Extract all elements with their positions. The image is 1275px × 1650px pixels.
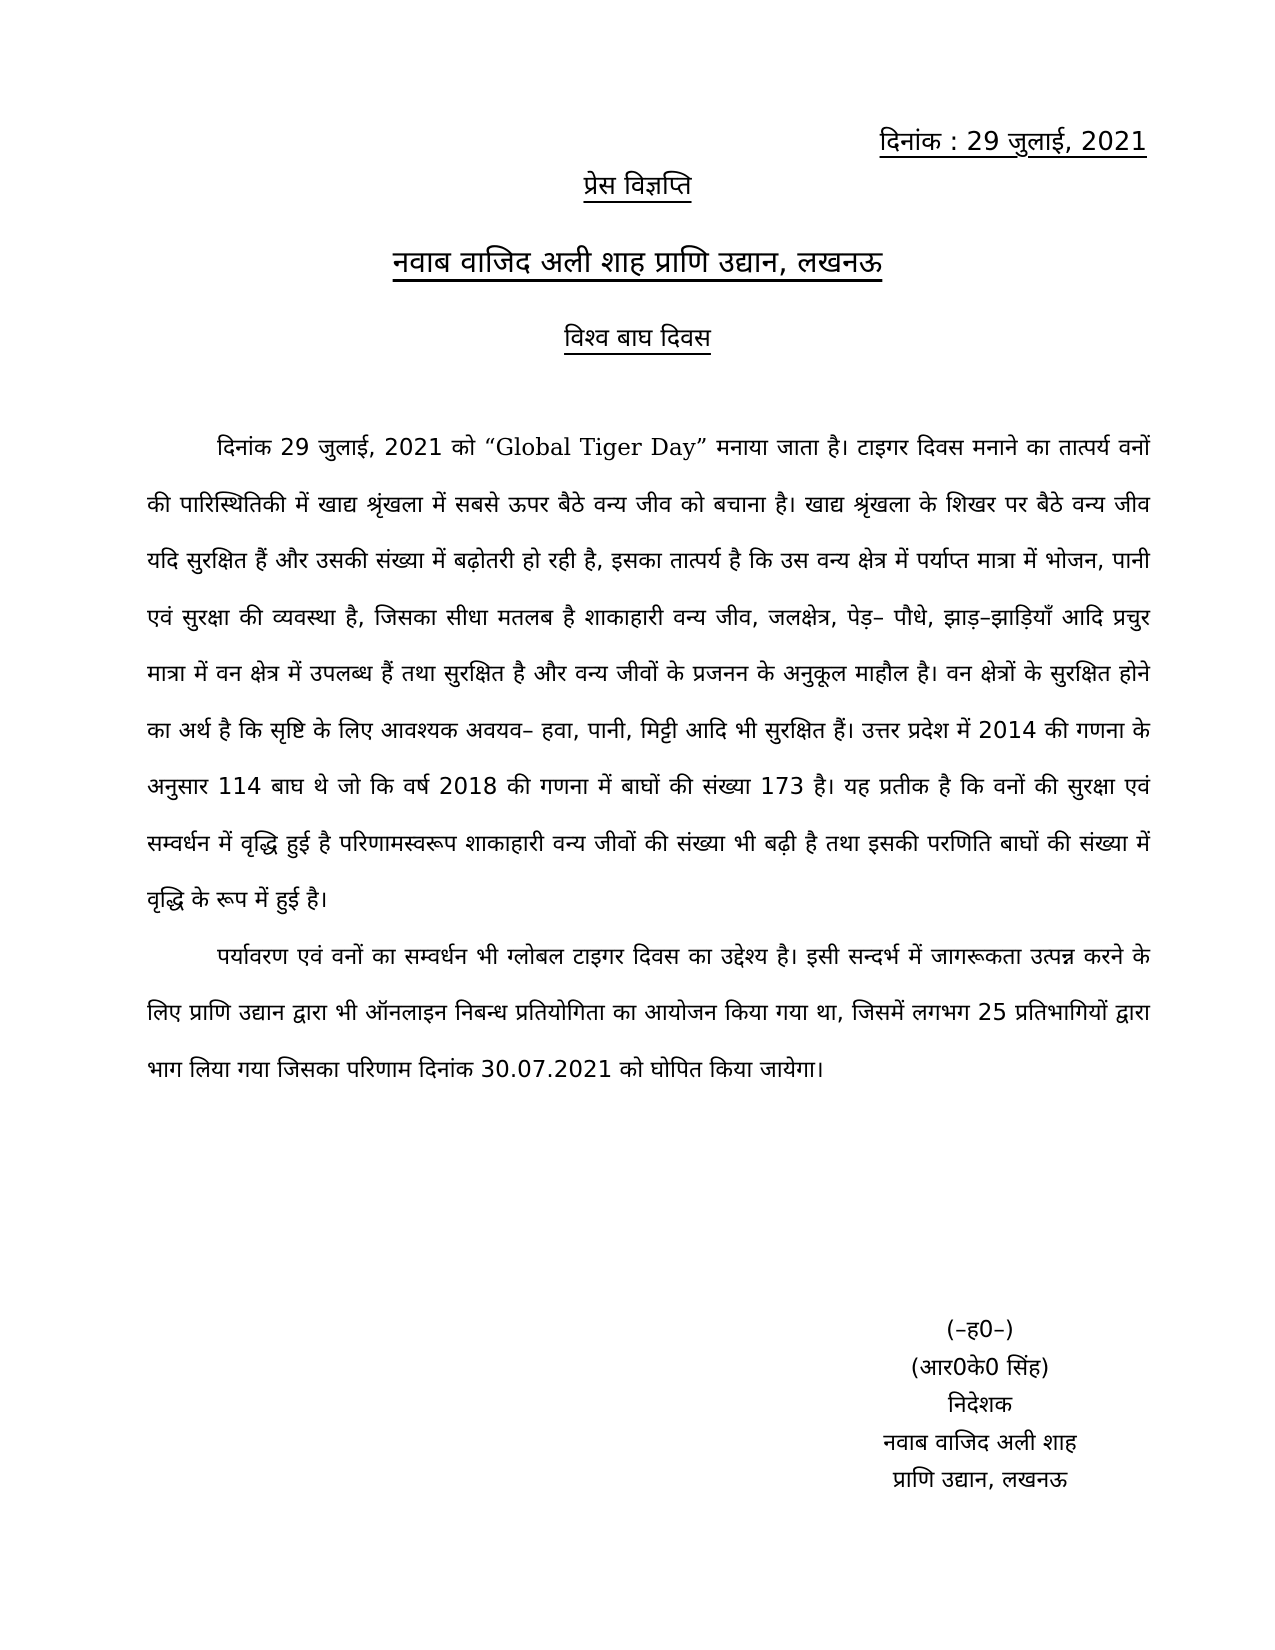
signed-mark: (–ह0–) [946,1317,1014,1343]
global-tiger-day-quote: “Global Tiger Day” [483,435,708,461]
paragraph-1-part-1: दिनांक 29 जुलाई, 2021 को [217,435,484,461]
paragraph-2: पर्यावरण एवं वनों का सम्वर्धन भी ग्लोबल टाइगर दिवस का उद्देश्य है। इसी सन्दर्भ में जागरूकता उत्पन्न करने के लिए प्राणि उद्यान द्वारा भी ऑनलाइन निबन्ध प्रतियोगिता का आयोजन किया गया था, जिसमें लगभग 25 प्रतिभागियों द्वारा भाग लिया गया जिसका परिणाम दिनांक 30.07.2021 को घोपित किया जायेगा। [147,943,1150,1083]
body-text [147,420,1150,1098]
paragraph-1 [147,420,1150,929]
signatory-org-line-1: नवाब वाजिद अली शाह [883,1429,1077,1456]
signature-block [840,1312,1120,1500]
press-release-heading: प्रेस विज्ञप्ति [583,171,692,201]
signatory-org-line-2: प्राणि उद्यान, लखनऊ [892,1467,1068,1493]
date-line: दिनांक : 29 जुलाई, 2021 [879,127,1147,157]
event-heading: विश्व बाघ दिवस [564,323,711,352]
signatory-name: (आर0के0 सिंह) [910,1354,1050,1381]
signatory-designation: निदेशक [947,1392,1013,1418]
paragraph-1-part-2: मनाया जाता है। टाइगर दिवस मनाने का तात्पर्य वनों की पारिस्थितिकी में खाद्य श्रृंखला में सबसे ऊपर बैठे वन्य जीव को बचाना है। खाद्य श्रृंखला के शिखर पर बैठे वन्य जीव यदि सुरक्षित हैं और उसकी संख्या में बढ़ोतरी हो रही है, इसका तात्पर्य है कि उस वन्य क्षेत्र में पर्याप्त मात्रा में भोजन, पानी एवं सुरक्षा की व्यवस्था है, जिसका सीधा मतलब है शाकाहारी वन्य जीव, जलक्षेत्र, पेड़– पौधे, झाड़–झाड़ियाँ आदि प्रचुर मात्रा में वन क्षेत्र में उपलब्ध हैं तथा सुरक्षित है और वन्य जीवों के प्रजनन के अनुकूल माहौल है। वन क्षेत्रों के सुरक्षित होने का अर्थ है कि सृष्टि के लिए आवश्यक अवयव– हवा, पानी, मिट्टी आदि भी सुरक्षित हैं। उत्तर प्रदेश में 2014 की गणना के अनुसार 114 बाघ थे जो कि वर्ष 2018 की गणना में बाघों की संख्या 173 है। यह प्रतीक है कि वनों की सुरक्षा एवं सम्वर्धन में वृद्धि हुई है परिणामस्वरूप शाकाहारी वन्य जीवों की संख्या भी बढ़ी है तथा इसकी परणिति बाघों की संख्या में वृद्धि के रूप में हुई है। [147,435,1150,913]
organization-heading: नवाब वाजिद अली शाह प्राणि उद्यान, लखनऊ [392,245,883,280]
